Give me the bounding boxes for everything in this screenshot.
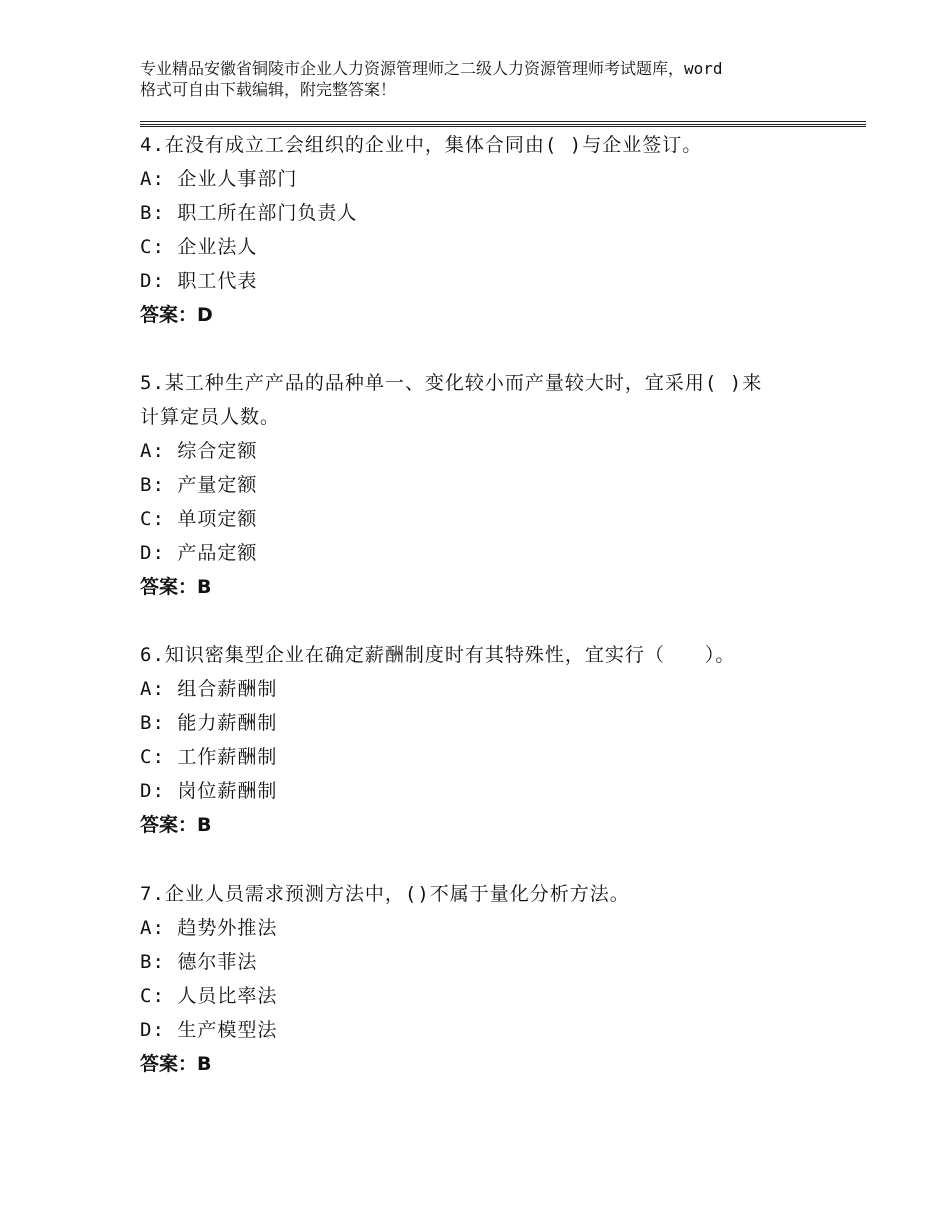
option-b: B: 产量定额 bbox=[140, 474, 258, 496]
answer-label: 答案：B bbox=[140, 576, 212, 598]
question-stem: 4.在没有成立工会组织的企业中，集体合同由( )与企业签订。 bbox=[140, 134, 703, 156]
question-stem-continued: 计算定员人数。 bbox=[140, 406, 281, 428]
option-d: D: 岗位薪酬制 bbox=[140, 780, 278, 802]
header-line-1: 专业精品安徽省铜陵市企业人力资源管理师之二级人力资源管理师考试题库，word bbox=[140, 59, 723, 78]
answer-label: 答案：B bbox=[140, 1053, 212, 1075]
option-c: C: 企业法人 bbox=[140, 236, 258, 258]
option-a: A: 企业人事部门 bbox=[140, 168, 298, 190]
answer-label: 答案：B bbox=[140, 814, 212, 836]
option-c: C: 人员比率法 bbox=[140, 985, 278, 1007]
option-b: B: 德尔菲法 bbox=[140, 951, 258, 973]
header-line-2: 格式可自由下载编辑，附完整答案！ bbox=[140, 80, 397, 99]
question-stem: 5.某工种生产产品的品种单一、变化较小而产量较大时，宜采用( )来 bbox=[140, 372, 763, 394]
question-block bbox=[140, 877, 830, 1081]
option-a: A: 组合薪酬制 bbox=[140, 678, 278, 700]
option-d: D: 产品定额 bbox=[140, 542, 258, 564]
option-a: A: 趋势外推法 bbox=[140, 917, 278, 939]
option-a: A: 综合定额 bbox=[140, 440, 258, 462]
document-header bbox=[140, 58, 830, 100]
option-b: B: 能力薪酬制 bbox=[140, 712, 278, 734]
answer-label: 答案：D bbox=[140, 304, 213, 326]
header-divider bbox=[140, 126, 866, 127]
header-divider bbox=[140, 121, 866, 122]
option-b: B: 职工所在部门负责人 bbox=[140, 202, 358, 224]
header-divider bbox=[140, 124, 866, 125]
option-d: D: 生产模型法 bbox=[140, 1019, 278, 1041]
option-c: C: 单项定额 bbox=[140, 508, 258, 530]
question-stem: 6.知识密集型企业在确定薪酬制度时有其特殊性，宜实行（ ）。 bbox=[140, 644, 736, 666]
option-d: D: 职工代表 bbox=[140, 270, 258, 292]
question-stem: 7.企业人员需求预测方法中，()不属于量化分析方法。 bbox=[140, 883, 630, 905]
question-block bbox=[140, 366, 830, 604]
question-block bbox=[140, 128, 830, 332]
question-block bbox=[140, 638, 830, 842]
option-c: C: 工作薪酬制 bbox=[140, 746, 278, 768]
